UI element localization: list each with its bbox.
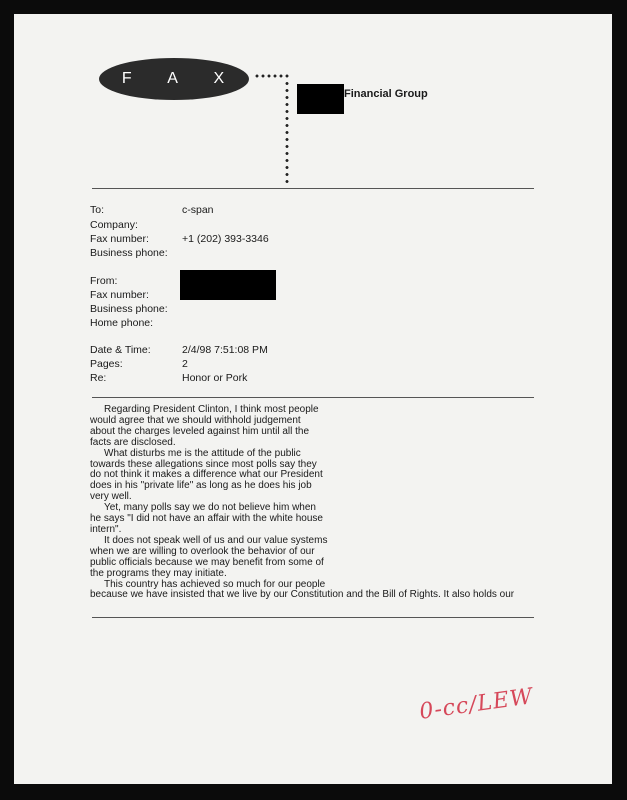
date-value: 2/4/98 7:51:08 PM: [182, 344, 268, 356]
re-label: Re:: [90, 372, 107, 384]
sender-business-phone-label: Business phone:: [90, 303, 168, 315]
message-line: intern".: [90, 523, 122, 535]
divider-top: [92, 188, 534, 189]
message-line: Yet, many polls say we do not believe him when: [104, 502, 316, 514]
to-value: c-span: [182, 204, 214, 216]
pages-label: Pages:: [90, 358, 123, 370]
message-line: What disturbs me is the attitude of the public: [104, 447, 301, 459]
divider-middle: [92, 397, 534, 398]
message-line: very well.: [90, 491, 132, 503]
redacted-sender: [180, 270, 276, 300]
message-line: Regarding President Clinton, I think most people: [104, 404, 319, 415]
message-line: the programs they may initiate.: [90, 567, 227, 579]
dotted-connector-horizontal: [254, 74, 290, 78]
to-label: To:: [90, 204, 105, 216]
message-line: do not think it makes a difference what our President: [90, 469, 323, 481]
re-value: Honor or Pork: [182, 372, 248, 384]
redacted-company-name: [297, 84, 344, 114]
message-line: public officials because we may benefit from some of: [90, 556, 324, 568]
message-line: would agree that we should withhold judgement: [90, 414, 301, 426]
fax-number-value: +1 (202) 393-3346: [182, 233, 269, 245]
fax-logo: [99, 58, 249, 100]
message-line: about the charges leveled against him until all the: [90, 425, 310, 437]
dotted-connector-vertical: [285, 80, 289, 184]
message-line: facts are disclosed.: [90, 436, 176, 448]
home-phone-label: Home phone:: [90, 317, 154, 329]
message-line: because we have insisted that we live by our Constitution and the Bill of Rights. It also holds our: [90, 589, 515, 601]
message-line: when we are willing to overlook the behavior of our: [90, 545, 315, 557]
divider-bottom: [92, 617, 534, 618]
date-label: Date & Time:: [90, 344, 151, 356]
pages-value: 2: [182, 358, 188, 370]
fax-number-label: Fax number:: [90, 233, 149, 245]
company-label: Company:: [90, 219, 138, 231]
fax-label: F A X: [121, 70, 241, 87]
handwritten-note: 0-cc/LEW: [417, 684, 535, 725]
message-line: towards these allegations since most polls say they: [90, 458, 317, 470]
message-line: This country has achieved so much for our people: [104, 578, 326, 590]
sender-fax-label: Fax number:: [90, 289, 149, 301]
company-name: Financial Group: [344, 88, 428, 100]
message-line: does in his "private life" as long as he does his job: [90, 480, 312, 492]
message-line: It does not speak well of us and our value systems: [104, 534, 328, 546]
from-label: From:: [90, 275, 118, 287]
business-phone-label: Business phone:: [90, 247, 168, 259]
message-body: [90, 405, 514, 601]
fax-page: [14, 14, 612, 784]
message-line: he says "I did not have an affair with the white house: [90, 513, 323, 525]
